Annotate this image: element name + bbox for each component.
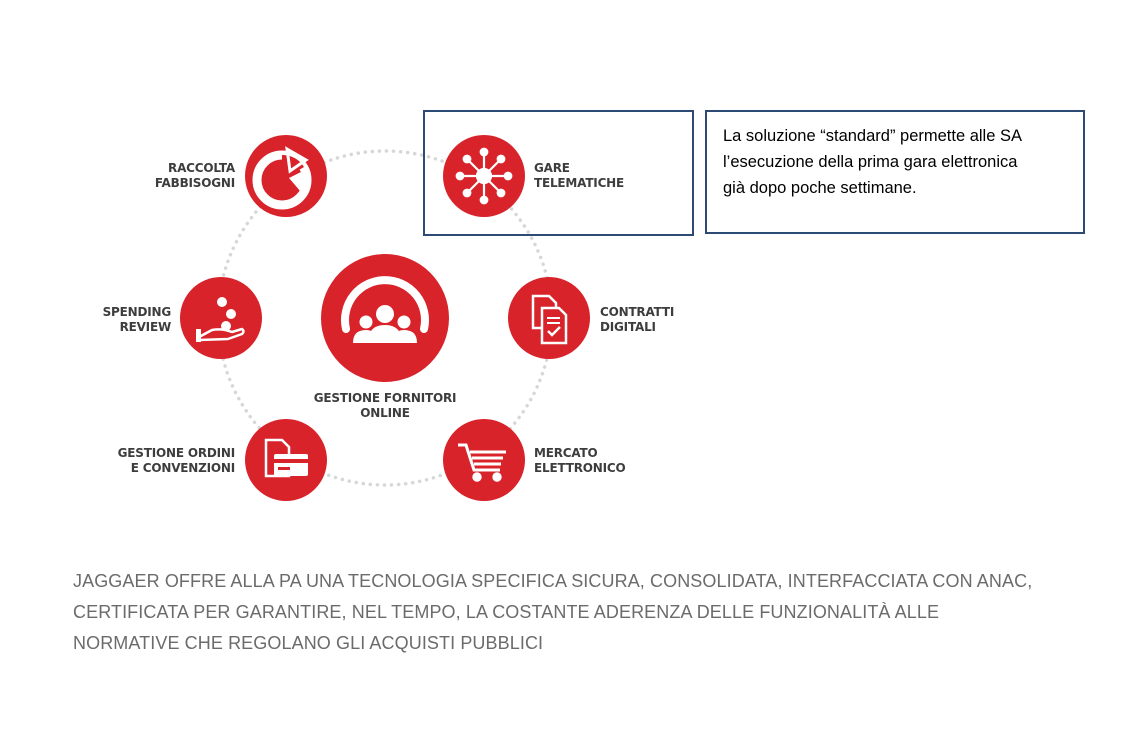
callout-line: l’esecuzione della prima gara elettronica: [723, 153, 1018, 171]
label-line: MERCATO: [534, 446, 598, 460]
node-spending-review: [180, 277, 262, 359]
label-line: RACCOLTA: [168, 161, 235, 175]
label-spending-review: [60, 305, 171, 335]
center-node: [321, 254, 449, 382]
caption-line: CERTIFICATA PER GARANTIRE, NEL TEMPO, LA COSTANTE ADERENZA DELLE FUNZIONALITÀ ALLE: [73, 602, 940, 622]
callout-line: già dopo poche settimane.: [723, 179, 917, 197]
label-mercato-elettronico: [534, 446, 625, 476]
label-line: REVIEW: [119, 320, 171, 334]
label-gestione-fornitori: [300, 391, 470, 421]
label-raccolta-fabbisogni: [120, 161, 235, 191]
label-contratti-digitali: [600, 305, 674, 335]
label-line: ELETTRONICO: [534, 461, 626, 475]
highlight-frame-gare: [423, 110, 694, 236]
label-line: SPENDING: [102, 305, 171, 319]
label-line: GESTIONE ORDINI: [117, 446, 235, 460]
label-gestione-ordini: [80, 446, 235, 476]
caption: [73, 566, 1073, 659]
callout-box: [705, 110, 1085, 234]
label-line: TELEMATICHE: [534, 176, 625, 190]
caption-line: NORMATIVE CHE REGOLANO GLI ACQUISTI PUBBLICI: [73, 633, 544, 653]
caption-line: JAGGAER OFFRE ALLA PA UNA TECNOLOGIA SPECIFICA SICURA, CONSOLIDATA, INTERFACCIATA CON ANAC,: [73, 571, 1033, 591]
node-mercato-elettronico: [443, 419, 525, 501]
node-raccolta-fabbisogni: [245, 135, 327, 217]
label-line: DIGITALI: [600, 320, 656, 334]
label-line: ONLINE: [360, 406, 410, 420]
label-line: GESTIONE FORNITORI: [313, 391, 457, 405]
label-line: FABBISOGNI: [154, 176, 235, 190]
node-contratti-digitali: [508, 277, 590, 359]
label-line: E CONVENZIONI: [130, 461, 235, 475]
label-line: GARE: [534, 161, 570, 175]
label-line: CONTRATTI: [600, 305, 675, 319]
callout-line: La soluzione “standard” permette alle SA: [723, 127, 1022, 145]
node-gestione-ordini: [245, 419, 327, 501]
